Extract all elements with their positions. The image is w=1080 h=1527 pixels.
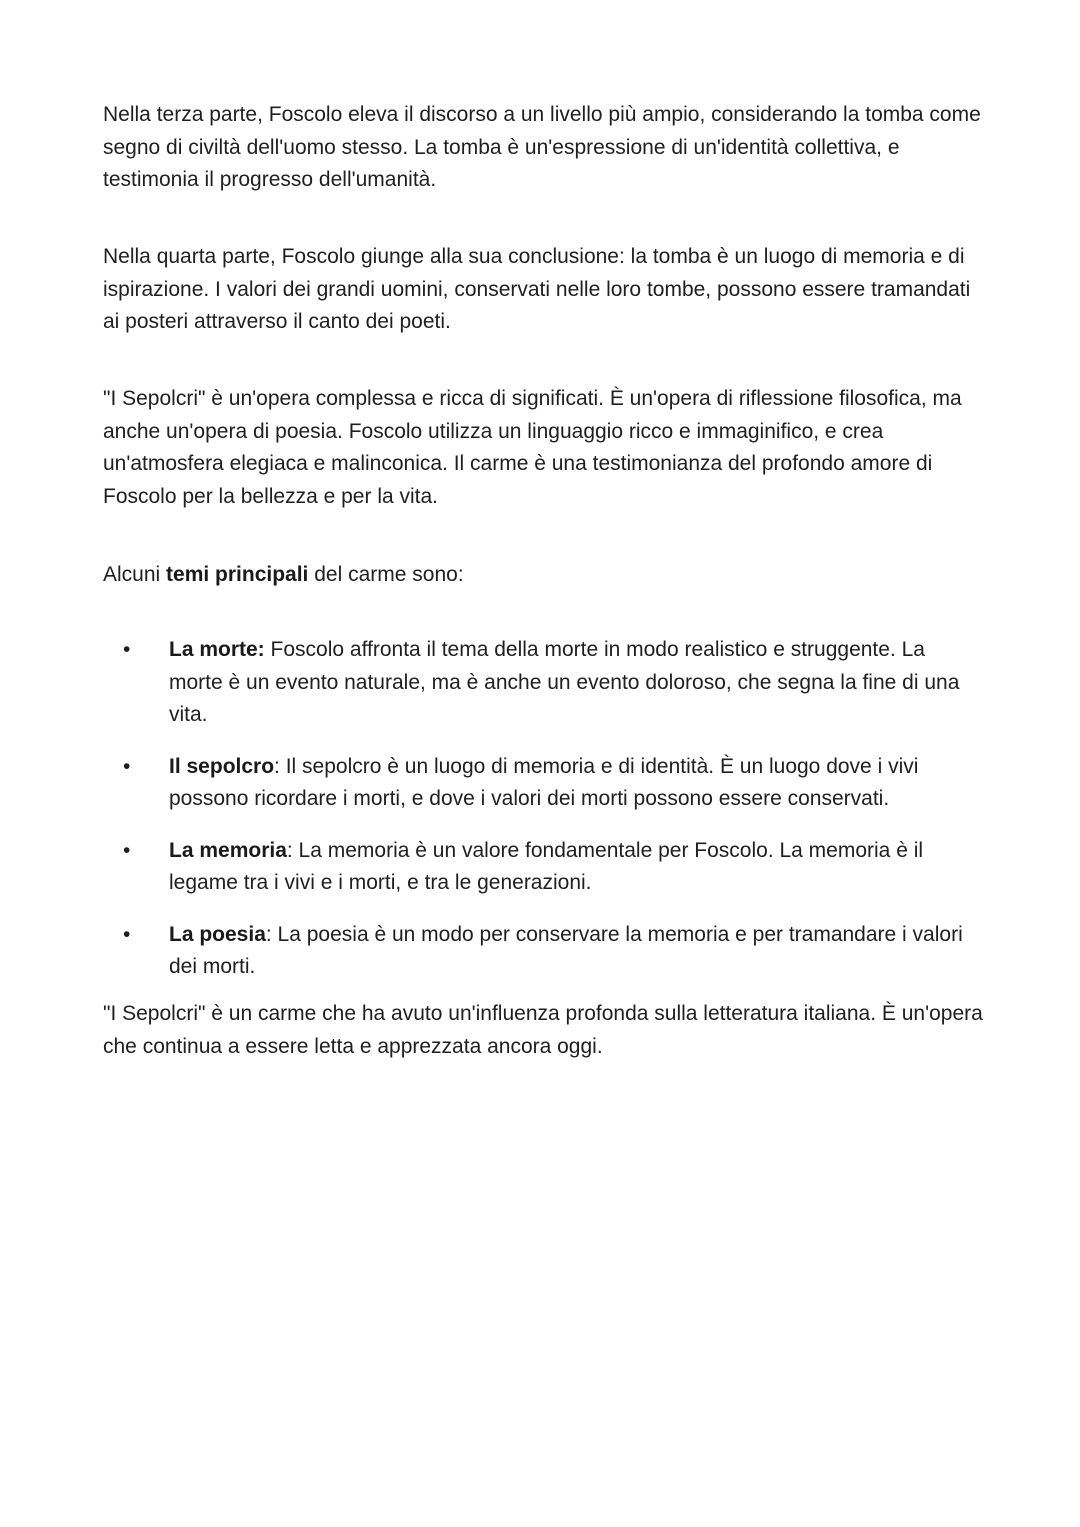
theme-text: : Il sepolcro è un luogo di memoria e di identità. È un luogo dove i vivi possono ricordare i morti, e dove i valori dei morti possono essere conservati. [169,754,919,810]
bullet-dot-icon: • [123,838,131,862]
theme-text: : La poesia è un modo per conservare la memoria e per tramandare i valori dei morti. [169,922,963,978]
paragraph-influenza: "I Sepolcri" è un carme che ha avuto un'influenza profonda sulla letteratura italiana. È un'opera che continua a essere letta e apprezzata ancora oggi. [103,1002,983,1058]
theme-text: Foscolo affronta il tema della morte in modo realistico e struggente. La morte è un evento naturale, ma è anche un evento doloroso, che segna la fine di una vita. [169,638,960,726]
bullet-dot-icon: • [123,638,131,661]
themes-heading [103,559,464,592]
theme-term: Il sepolcro [169,754,275,778]
paragraph-terza-parte: Nella terza parte, Foscolo eleva il discorso a un livello più ampio, considerando la tomba come segno di civiltà dell'uomo stesso. La tomba è un'espressione di un'identità collettiva, e testimonia il progresso dell'umanità. [103,103,981,191]
list-item-la-memoria [103,835,983,900]
themes-heading-suffix: del carme sono: [308,563,464,586]
list-item-il-sepolcro [103,751,983,816]
theme-text: : La memoria è un valore fondamentale per Foscolo. La memoria è il legame tra i vivi e i morti, e tra le generazioni. [169,838,924,894]
list-item-la-morte [103,634,983,732]
theme-term: La memoria [169,838,287,862]
themes-list [103,634,983,1003]
bullet-dot-icon: • [123,922,131,946]
themes-heading-bold: temi principali [166,563,309,586]
paragraph-quarta-parte: Nella quarta parte, Foscolo giunge alla sua conclusione: la tomba è un luogo di memoria e di ispirazione. I valori dei grandi uomini, conservati nelle loro tombe, possono essere tramandati ai posteri attraverso il canto dei poeti. [103,245,971,333]
paragraph-opera-complessa: "I Sepolcri" è un'opera complessa e ricca di significati. È un'opera di riflessione filosofica, ma anche un'opera di poesia. Foscolo utilizza un linguaggio ricco e immaginifico, e crea un'atmosfera elegiaca e malinconica. Il carme è una testimonianza del profondo amore di Foscolo per la bellezza e per la vita. [103,387,962,508]
themes-heading-prefix: Alcuni [103,563,167,586]
list-item-la-poesia [103,919,983,984]
bullet-dot-icon: • [123,754,131,778]
theme-term: La poesia [169,922,266,946]
theme-term: La morte: [169,638,265,661]
